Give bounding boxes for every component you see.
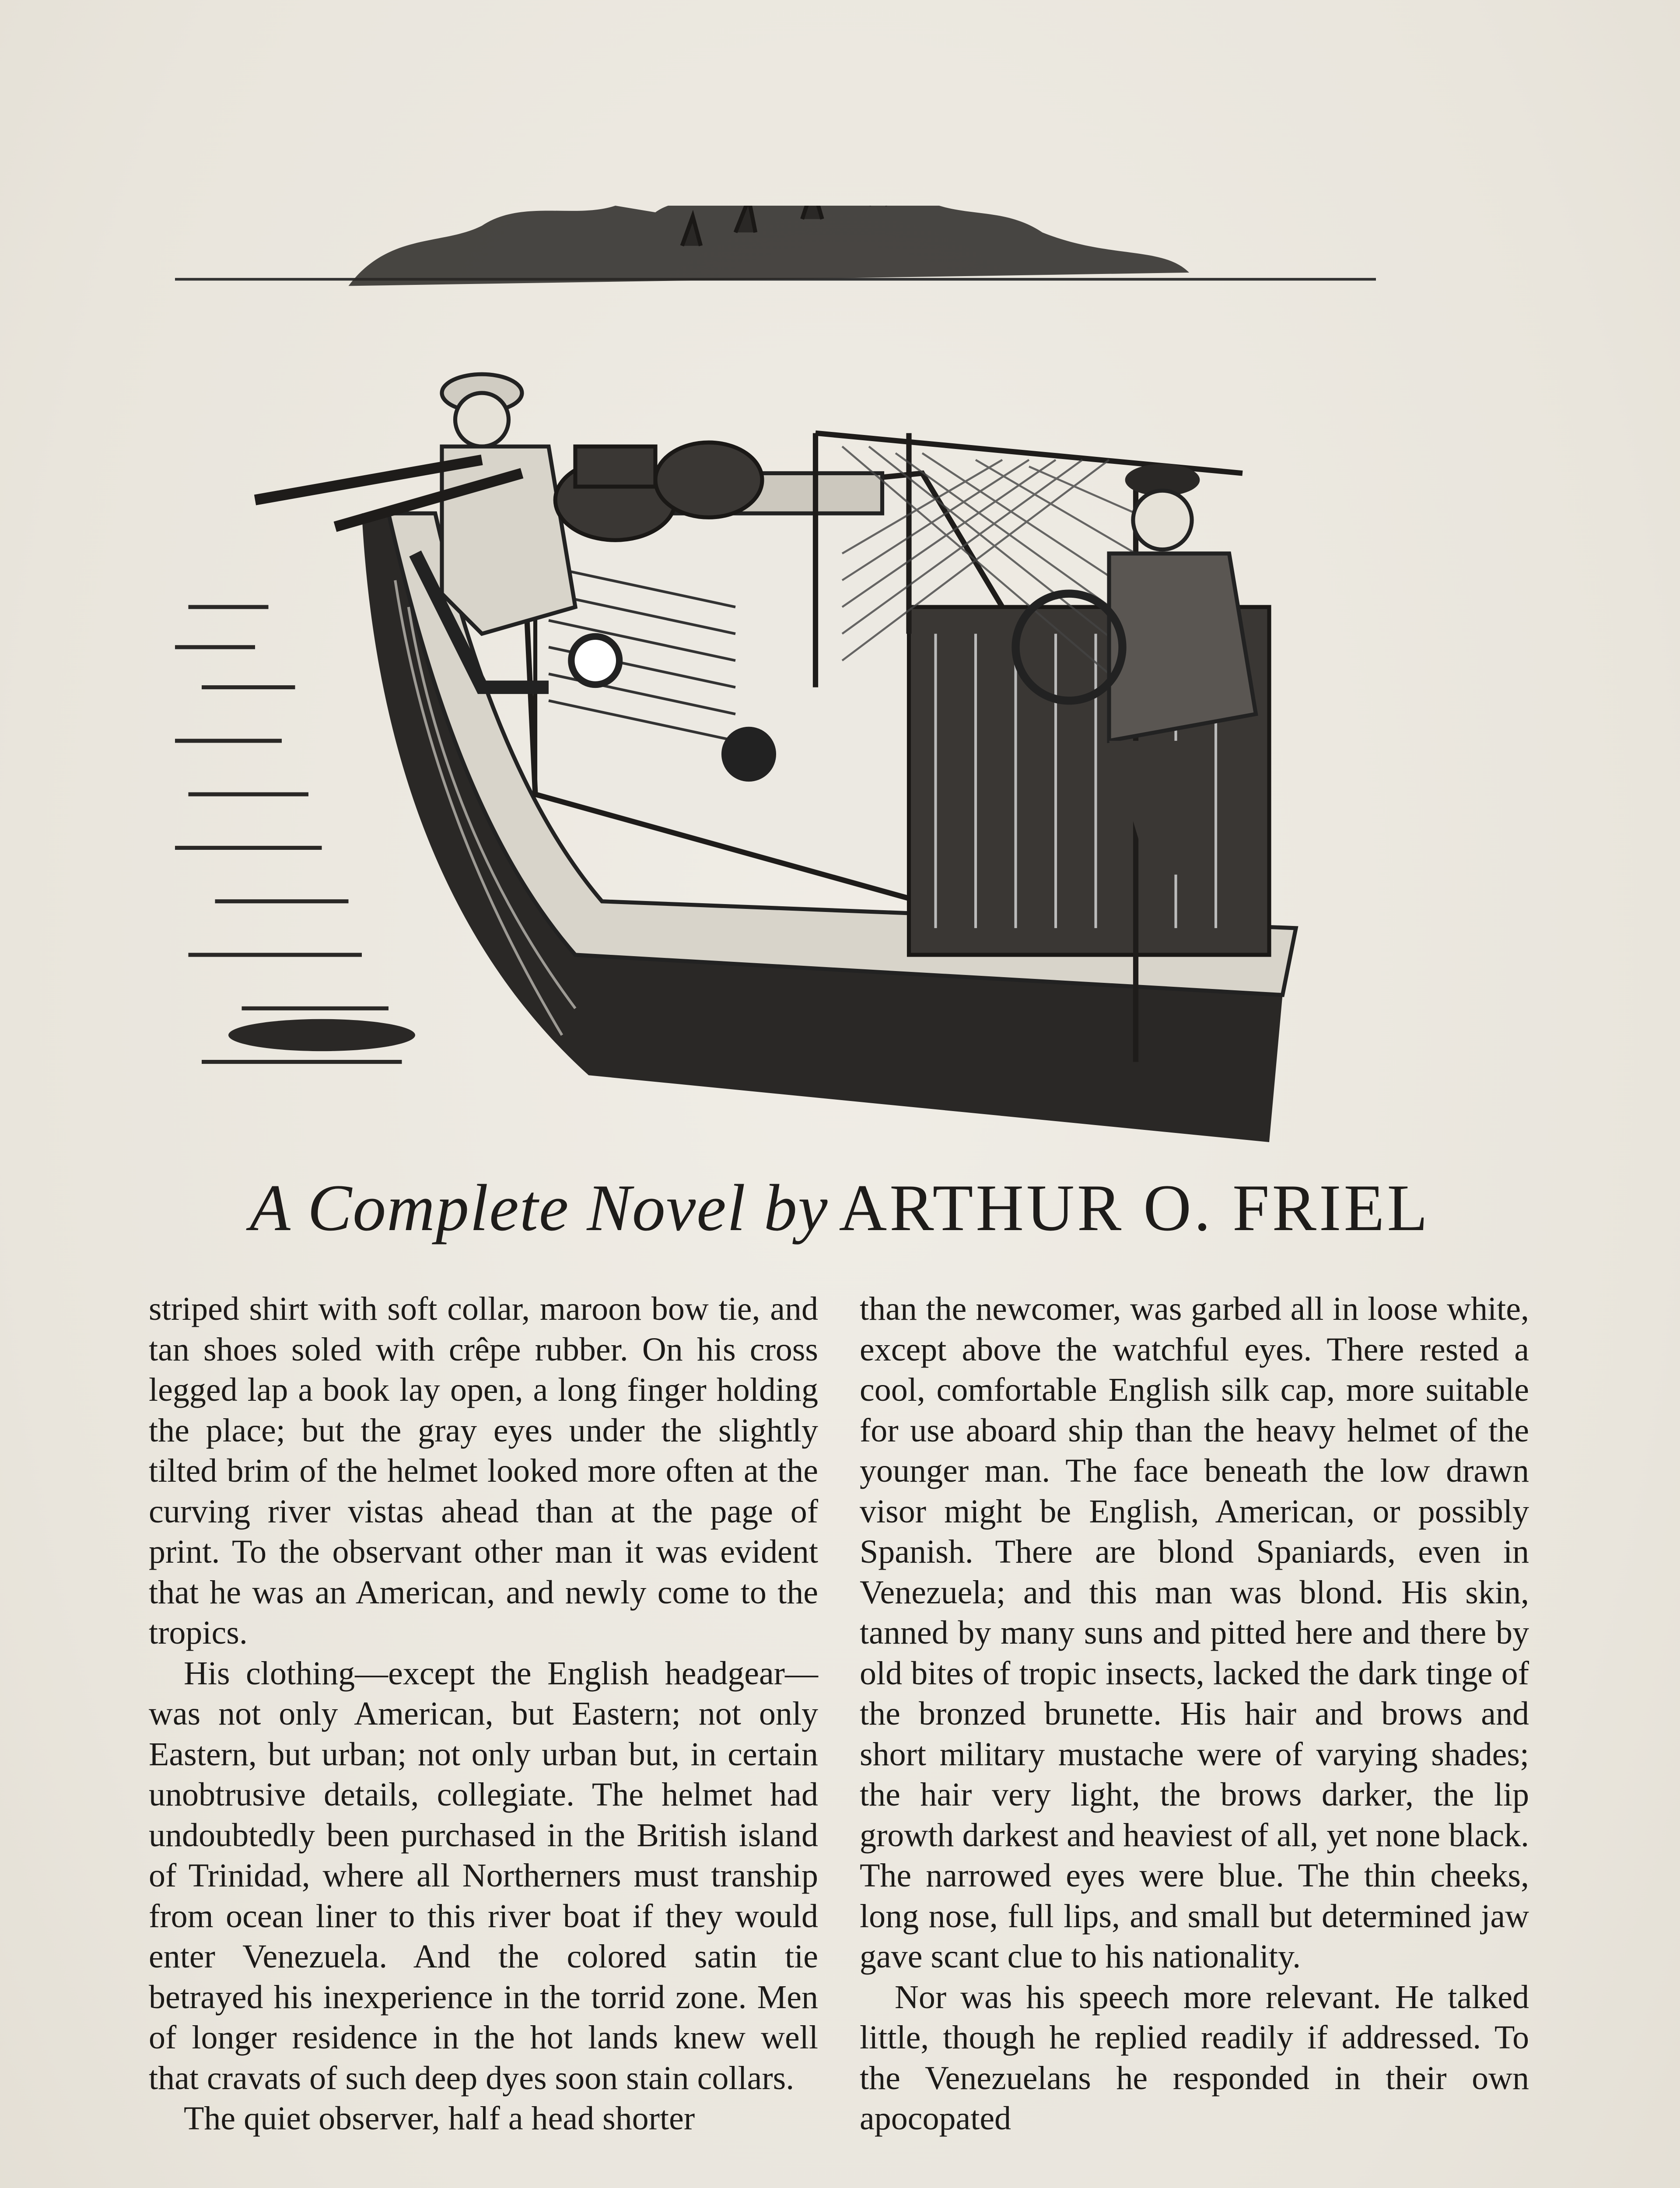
byline-author: ARTHUR O. FRIEL (839, 1171, 1431, 1245)
paragraph: The quiet observer, half a head shorter (184, 2100, 695, 2137)
jungle-foliage (349, 206, 1190, 286)
right-column (860, 1289, 1529, 2139)
byline (0, 1164, 1680, 1252)
paragraph: than the newcomer, was garbed all in loose white, except above the watchful eyes. There rested a cool, comfortable English silk cap, more suitable for use aboard ship than the heavy helmet of the younger man. The face beneath the low drawn visor might be English, American, or possibly Spanish. There are blond Spaniards, even in Venezuela; and this man was blond. His skin, tanned by many suns and pitted here and there by old bites of tropic insects, lacked the dark tinge of the bronzed brunette. His hair and brows and short military mustache were of varying shades; the hair very light, the brows darker, the lip growth darkest and heaviest of all, yet none black. The narrowed eyes were blue. The thin cheeks, long nose, full lips, and small but determined jaw gave scant clue to his nationality. (860, 1290, 1529, 1975)
paragraph: Nor was his speech more relevant. He talked little, though he replied readily if addressed. To the Venezuelans he responded in their own apocopated (860, 1978, 1529, 2137)
left-column (149, 1289, 818, 2139)
byline-prefix: A Complete Novel by (249, 1171, 829, 1245)
water-ripples (175, 607, 402, 1062)
paragraph: His clothing—except the English headgear—was not only American, but Eastern; not only Eastern, but urban; not only urban but, in certain unobtrusive details, collegiate. The helmet had undoubtedly been purchased in the British island of Trinidad, where all Northerners must tranship from ocean liner to this river boat if they would enter Venezuela. And the colored satin tie betrayed his inexperience in the torrid zone. Men of longer residence in the hot lands knew well that cravats of such deep dyes soon stain collars. (149, 1655, 818, 2097)
paragraph: striped shirt with soft collar, maroon bow tie, and tan shoes soled with crêpe rubber. On his cross legged lap a book lay open, a long finger holding the place; but the gray eyes under the slightly tilted brim of the helmet looked more often at the curving river vistas ahead than at the page of print. To the observant other man it was evident that he was an American, and newly come to the tropics. (149, 1290, 818, 1651)
river-boat-illustration (175, 206, 1509, 1142)
